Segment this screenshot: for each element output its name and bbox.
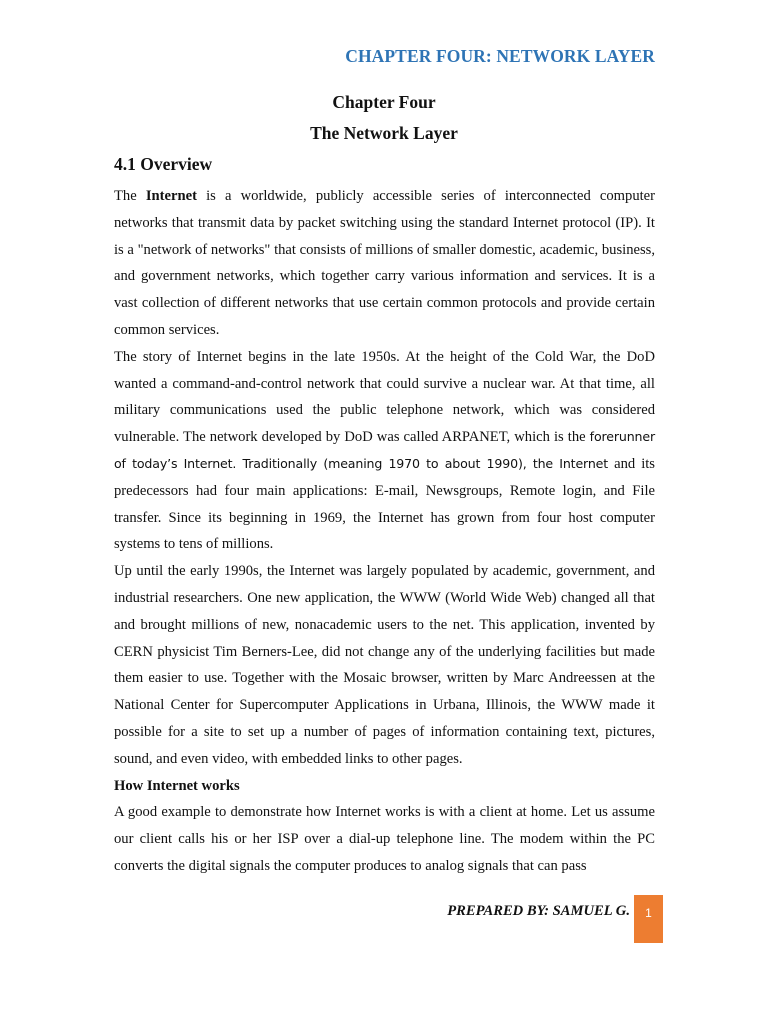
- paragraph-text: The story of Internet begins in the late 1950s. At the height of the Cold War, the DoD wanted a command-and-control network that could survive a nuclear war. At that time, all military communications used the public telephone network, which was considered vulnerable. The network developed by DoD was called ARPANET, which is the: [114, 348, 655, 446]
- paragraph-www: Up until the early 1990s, the Internet was largely populated by academic, government, and industrial researchers. One new application, the WWW (World Wide Web) changed all that and brought millions of new, nonacademic users to the net. This application, invented by CERN physicist Tim Berners-Lee, did not change any of the underlying facilities but made them easier to use. Together with the Mosaic browser, written by Marc Andreessen at the National Center for Supercomputer Applications in Urbana, Illinois, the WWW made it possible for a site to set up a number of pages of information containing text, pictures, sound, and even video, with embedded links to other pages.: [114, 563, 655, 767]
- section-heading: 4.1 Overview: [114, 154, 213, 174]
- paragraph-internet-history: [114, 344, 655, 558]
- paragraph-text: and its predecessors had four main applications: E-mail, Newsgroups, Remote login, and File transfer. Since its beginning in 1969, the Internet has grown from four host computer systems to tens of millions.: [114, 455, 655, 553]
- page-number-badge: 1: [634, 895, 663, 943]
- chapter-title: Chapter Four: [332, 92, 436, 112]
- paragraph-lead: The: [114, 188, 146, 204]
- paragraph-text: is a worldwide, publicly accessible series of interconnected computer networks that transmit data by packet switching using the standard Internet protocol (IP). It is a "network of networks" that consists of millions of smaller domestic, academic, business, and government networks, which together carry various information and services. It is a vast collection of different networks that use certain common protocols and provide certain common services.: [114, 188, 656, 338]
- paragraph-how-internet-works: A good example to demonstrate how Internet works is with a client at home. Let us assume our client calls his or her ISP over a dial-up telephone line. The modem within the PC converts the digital signals the computer produces to analog signals that can pass: [114, 804, 655, 874]
- body-text: [114, 183, 655, 880]
- chapter-subtitle: The Network Layer: [310, 123, 458, 143]
- bold-term-internet: Internet: [145, 188, 197, 204]
- running-header: CHAPTER FOUR: NETWORK LAYER: [345, 46, 655, 66]
- footer-prepared-by: PREPARED BY: SAMUEL G.: [447, 903, 630, 919]
- subheading-how-internet-works: How Internet works: [114, 777, 240, 794]
- paragraph-internet-definition: [114, 183, 655, 344]
- paragraph-text-alt-font: forerunner of today’s Internet. Traditionally (meaning 1970 to about 1990), the Internet: [114, 429, 655, 471]
